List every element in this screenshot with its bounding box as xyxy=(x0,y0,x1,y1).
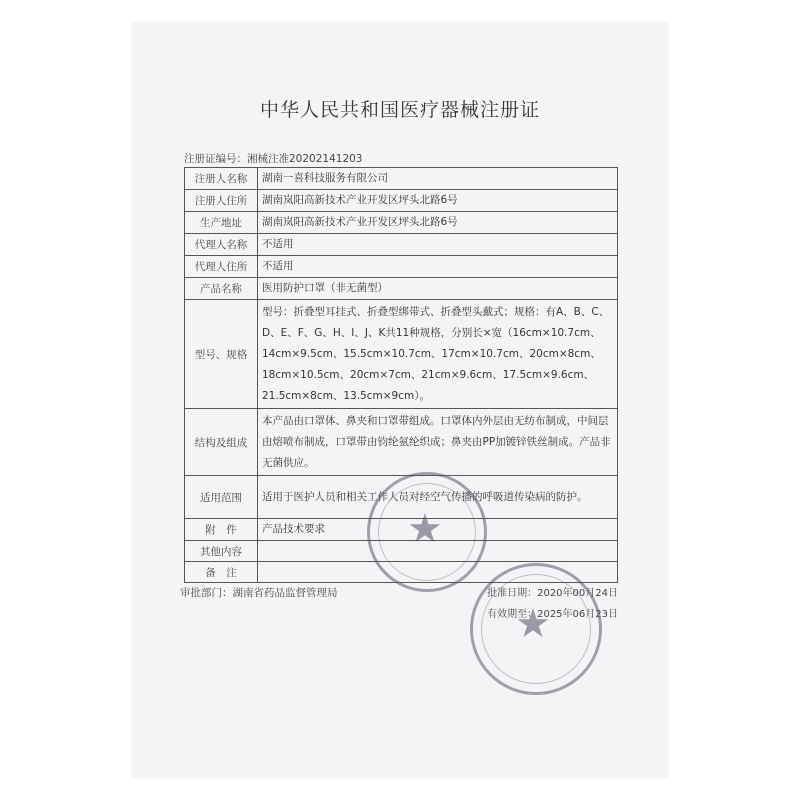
row-value: 湖南岚阳高新技术产业开发区坪头北路6号 xyxy=(258,190,618,212)
document-title: 中华人民共和国医疗器械注册证 xyxy=(259,99,540,121)
authority-seal-stamp xyxy=(470,563,602,695)
approval-date: 批准日期：2020年00月24日 xyxy=(487,588,618,599)
row-label: 注册人住所 xyxy=(185,190,258,212)
table-row xyxy=(185,234,618,256)
row-label: 产品名称 xyxy=(185,278,258,300)
row-value: 本产品由口罩体、鼻夹和口罩带组成。口罩体内外层由无纺布制成，中间层由熔喷布制成，口罩带由钧纶氨纶织成；鼻夹由PP加镀锌铁丝制成。产品非无菌供应。 xyxy=(258,409,618,476)
row-label: 其他内容 xyxy=(185,541,258,562)
row-value: 湖南岚阳高新技术产业开发区坪头北路6号 xyxy=(258,212,618,234)
approving-authority: 审批部门：湖南省药品监督管理局 xyxy=(180,587,338,599)
row-label: 结构及组成 xyxy=(185,409,258,476)
table-row xyxy=(185,190,618,212)
row-label: 代理人名称 xyxy=(185,234,258,256)
row-label: 附 件 xyxy=(185,519,258,541)
row-label: 型号、规格 xyxy=(185,300,258,409)
star-icon: ★ xyxy=(407,506,443,552)
table-row xyxy=(185,409,618,476)
table-row xyxy=(185,256,618,278)
table-row xyxy=(185,168,618,190)
row-value: 湖南一喜科技服务有限公司 xyxy=(258,168,618,190)
star-icon: ★ xyxy=(515,601,551,647)
table-row xyxy=(185,212,618,234)
expiry-date: 有效期至：2025年06月23日 xyxy=(487,609,618,620)
row-value: 产品技术要求 xyxy=(258,519,618,541)
table-row xyxy=(185,300,618,409)
company-seal-stamp xyxy=(367,472,487,592)
row-label: 注册人名称 xyxy=(185,168,258,190)
row-value: 不适用 xyxy=(258,256,618,278)
registration-number: 注册证编号：湘械注准20202141203 xyxy=(184,153,363,165)
row-value: 医用防护口罩（非无菌型） xyxy=(258,278,618,300)
row-label: 代理人住所 xyxy=(185,256,258,278)
table-row xyxy=(185,278,618,300)
row-value: 不适用 xyxy=(258,234,618,256)
row-label: 适用范围 xyxy=(185,476,258,519)
row-value: 适用于医护人员和相关工作人员对经空气传播的呼吸道传染病的防护。 xyxy=(258,476,618,519)
row-value: 型号：折叠型耳挂式、折叠型绑带式、折叠型头戴式；规格：有A、B、C、D、E、F、G、H、I、J、K共11种规格，分别长×宽（16cm×10.7cm、14cm×9.5cm、15.5cm×10.7cm、17cm×10.7cm、20cm×8cm、18cm×10.5cm、20cm×7cm、21cm×9.6cm、17.5cm×9.6cm、21.5cm×8cm、13.5cm×9cm）。 xyxy=(258,300,618,409)
row-label: 生产地址 xyxy=(185,212,258,234)
row-label: 备 注 xyxy=(185,562,258,583)
